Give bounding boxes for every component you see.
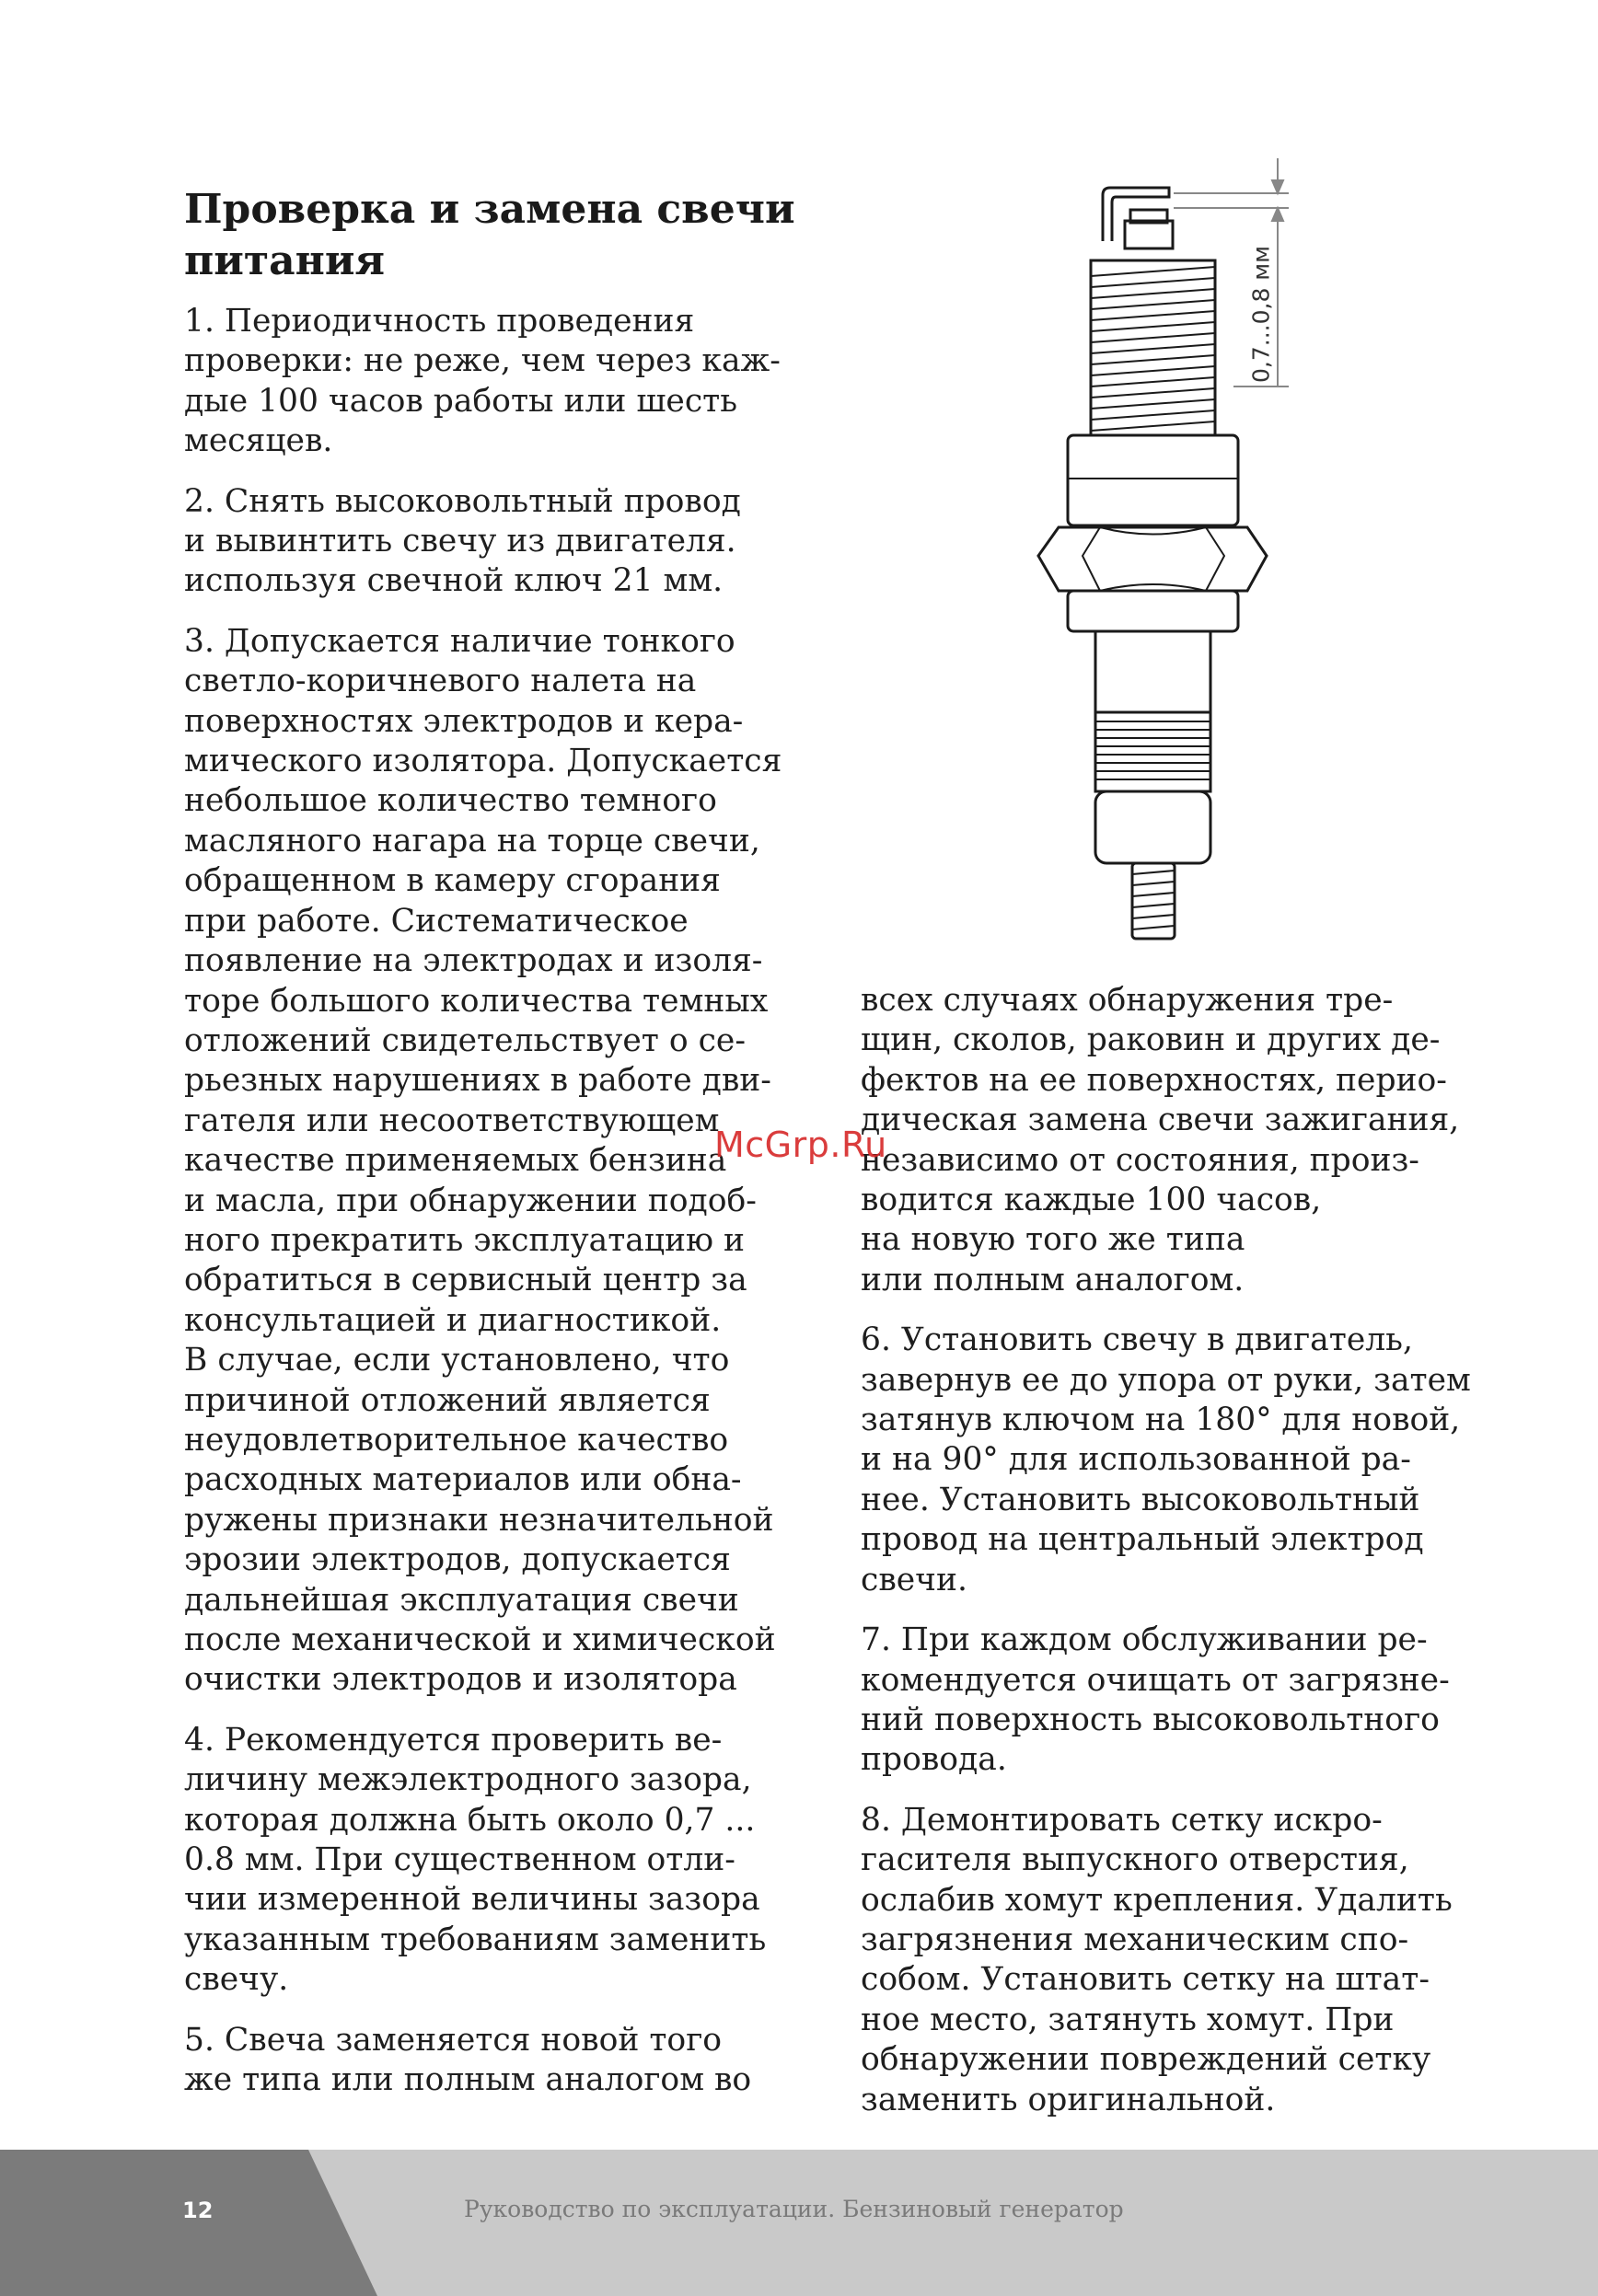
hex-nut (1038, 527, 1267, 591)
paragraph-4: 4. Рекомендуется проверить ве- личину межэлектродного зазора, которая должна быть около 0,7 ... 0.8 мм. При существенном отли- чии измеренной величины зазора указанным требованиям заменить свечу. (184, 1721, 767, 1999)
paragraph-5-start: 5. Свеча заменяется новой того же типа или полным аналогом во (184, 2021, 752, 2099)
insulator (1095, 631, 1210, 712)
footer-title: Руководство по эксплуатации. Бензиновый генератор (464, 2196, 1124, 2222)
gap-dimension-label: 0,7...0,8 мм (1247, 245, 1275, 383)
paragraph-3: 3. Допускается наличие тонкого светло-коричневого налета на поверхностях электродов и кера- мического изолятора. Допускается небольшое количество темного масляного нагара на торце свечи, обращенном в камеру сгорания при работе. Систематическое появление на электродах и изоля- торе большого количества темных отложений свидетельствует о се- рьезных нарушениях в работе дви- гателя или несоответствующем качестве применяемых бензина и масла, при обнаружении подоб- ного прекратить эксплуатацию и обратиться в сервисный центр за консультацией и диагностикой. В случае, если установлено, что причиной отложений является неудовлетворительное качество расходных материалов или обна- ружены признаки незначительной эрозии электродов, допускается дальнейшая эксплуатация свечи после механической и химической очистки электродов и изолятора (184, 622, 782, 1699)
ground-electrode (1103, 188, 1169, 241)
page-title: Проверка и замена свечи питания (184, 186, 795, 284)
right-column (861, 981, 1523, 2140)
watermark: McGrp.Ru (714, 1125, 887, 1165)
paragraph-7: 7. При каждом обслуживании ре- комендуется очищать от загрязне- ний поверхность высоковольтного провода. (861, 1621, 1450, 1779)
paragraph-1: 1. Периодичность проведения проверки: не реже, чем через каж- дые 100 часов работы или шесть месяцев. (184, 303, 781, 460)
paragraph-5-continued: всех случаях обнаружения тре- щин, сколов, раковин и других де- фектов на ее поверхностях, перио- дическая замена свечи зажигания, независимо от состояния, произ- водится каждые 100 часов, на новую того же типа или полным аналогом. (861, 982, 1460, 1298)
paragraph-8: 8. Демонтировать сетку искро- гасителя выпускного отверстия, ослабив хомут крепления. Удалить загрязнения механическим спо- собом. Установить сетку на штат- ное место, затянуть хомут. При обнаружении повреждений сетку заменить оригинальной. (861, 1801, 1453, 2118)
page-number: 12 (182, 2198, 214, 2223)
shoulder (1068, 435, 1238, 525)
footer (0, 2150, 1598, 2296)
paragraph-6: 6. Установить свечу в двигатель, завернув ее до упора от руки, затем затянув ключом на 180° для новой, и на 90° для использованной ра- нее. Установить высоковольтный провод на центральный электрод свечи. (861, 1321, 1471, 1598)
paragraph-2: 2. Снять высоковольтный провод и вывинтить свечу из двигателя. используя свечной ключ 21 мм. (184, 482, 741, 600)
left-column (184, 302, 819, 2120)
